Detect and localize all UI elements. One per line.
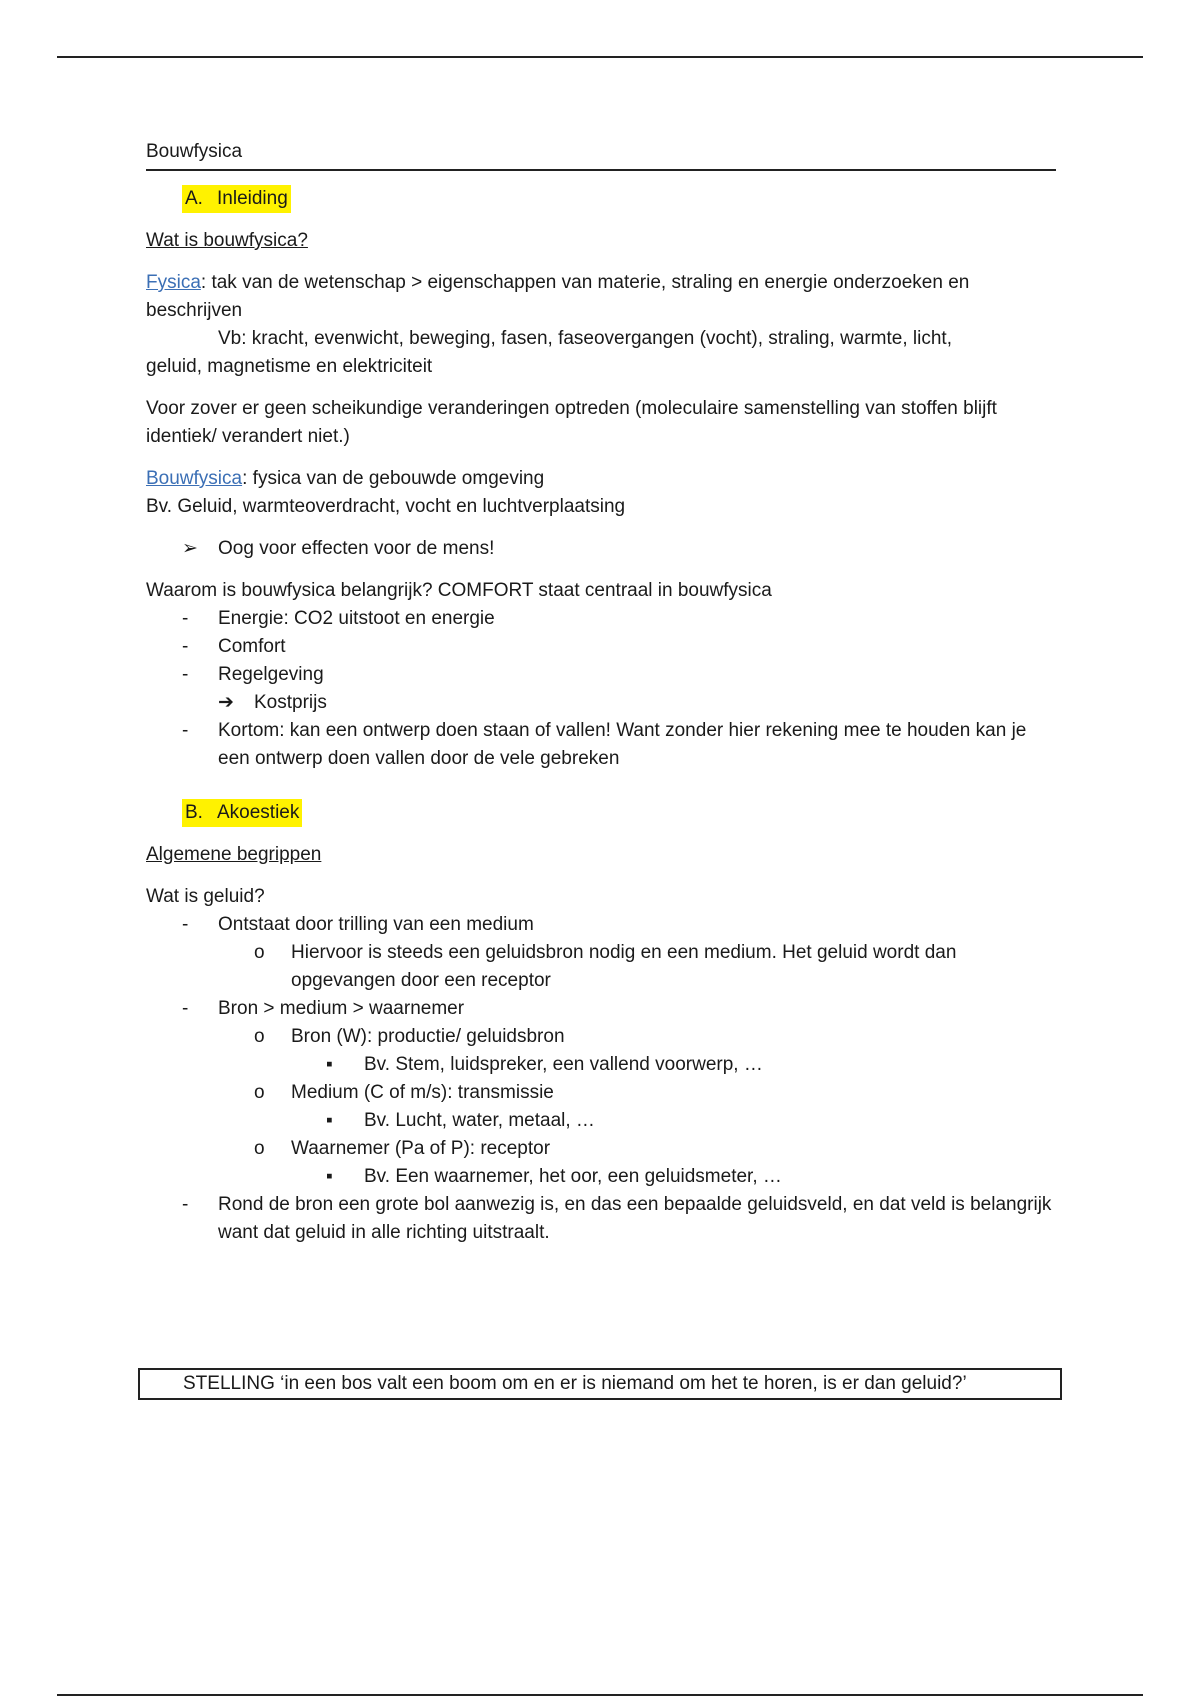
fysica-definition: : tak van de wetenschap > eigenschappen van materie, straling en energie onderzoeken en beschrijven bbox=[146, 272, 970, 321]
dash-bullet-icon: - bbox=[182, 636, 189, 657]
paragraph-waarom: Waarom is bouwfysica belangrijk? COMFORT staat centraal in bouwfysica bbox=[146, 580, 772, 601]
fysica-link[interactable]: Fysica bbox=[146, 272, 201, 293]
list-item: - Regelgeving bbox=[146, 661, 1056, 689]
list-item: - Ontstaat door trilling van een medium bbox=[146, 911, 1056, 939]
section-heading-a bbox=[182, 185, 1056, 213]
square-bullet-icon: ▪ bbox=[326, 1054, 333, 1075]
paragraph-fysica bbox=[146, 269, 1056, 325]
section-letter: A. bbox=[185, 188, 203, 209]
list-item-arrow: ➔ Kostprijs bbox=[146, 689, 1056, 717]
section-letter: B. bbox=[185, 802, 203, 823]
section-heading-b bbox=[182, 799, 1056, 827]
fysica-example: Vb: kracht, evenwicht, beweging, fasen, faseovergangen (vocht), straling, warmte, licht, bbox=[218, 328, 952, 349]
list-item: - Comfort bbox=[146, 633, 1056, 661]
document-body bbox=[146, 138, 1056, 1247]
list-item: - Rond de bron een grote bol aanwezig is, en das een bepaalde geluidsveld, en dat veld is belangrijk want dat geluid in alle richting uitstraalt. bbox=[146, 1191, 1056, 1247]
fysica-example-cont: geluid, magnetisme en elektriciteit bbox=[146, 356, 433, 377]
circle-bullet-icon: o bbox=[254, 1026, 265, 1047]
dash-bullet-icon: - bbox=[182, 608, 189, 629]
dash-bullet-icon: - bbox=[182, 1194, 189, 1215]
subheading-wat-is-bouwfysica: Wat is bouwfysica? bbox=[146, 230, 308, 251]
list-item: ▪ Bv. Stem, luidspreker, een vallend voorwerp, … bbox=[146, 1051, 1056, 1079]
list-item: o Hiervoor is steeds een geluidsbron nodig en een medium. Het geluid wordt dan opgevangen door een receptor bbox=[146, 939, 1056, 995]
paragraph-bouwfysica bbox=[146, 465, 1056, 493]
circle-bullet-icon: o bbox=[254, 942, 265, 963]
dash-bullet-icon: - bbox=[182, 720, 189, 741]
document-title: Bouwfysica bbox=[146, 138, 1056, 171]
dash-bullet-icon: - bbox=[182, 998, 189, 1019]
subheading-wat-is-geluid: Wat is geluid? bbox=[146, 886, 265, 907]
footer-rule bbox=[57, 1694, 1143, 1696]
list-item: - Energie: CO2 uitstoot en energie bbox=[146, 605, 1056, 633]
list-item: o Bron (W): productie/ geluidsbron bbox=[146, 1023, 1056, 1051]
paragraph-voor-zover: Voor zover er geen scheikundige veranderingen optreden (moleculaire samenstelling van stoffen blijft identiek/ verandert niet.) bbox=[146, 398, 997, 447]
circle-bullet-icon: o bbox=[254, 1082, 265, 1103]
dash-bullet-icon: - bbox=[182, 664, 189, 685]
subheading-algemene-begrippen: Algemene begrippen bbox=[146, 844, 322, 865]
bouwfysica-example: Bv. Geluid, warmteoverdracht, vocht en luchtverplaatsing bbox=[146, 496, 626, 517]
waarom-list bbox=[146, 605, 1056, 773]
list-item: - Kortom: kan een ontwerp doen staan of vallen! Want zonder hier rekening mee te houden kan je een ontwerp doen vallen door de vele gebreken bbox=[146, 717, 1056, 773]
triangle-bullet-icon: ➢ bbox=[182, 538, 198, 559]
geluid-list bbox=[146, 911, 1056, 1247]
dash-bullet-icon: - bbox=[182, 914, 189, 935]
square-bullet-icon: ▪ bbox=[326, 1110, 333, 1131]
bouwfysica-link[interactable]: Bouwfysica bbox=[146, 468, 243, 489]
list-item: o Waarnemer (Pa of P): receptor bbox=[146, 1135, 1056, 1163]
list-item: o Medium (C of m/s): transmissie bbox=[146, 1079, 1056, 1107]
bouwfysica-definition: : fysica van de gebouwde omgeving bbox=[242, 468, 545, 489]
arrow-right-icon: ➔ bbox=[218, 692, 234, 713]
section-title: Inleiding bbox=[217, 188, 288, 209]
square-bullet-icon: ▪ bbox=[326, 1166, 333, 1187]
oog-bullet bbox=[146, 535, 1056, 563]
circle-bullet-icon: o bbox=[254, 1138, 265, 1159]
stelling-box: STELLING ‘in een bos valt een boom om en er is niemand om het te horen, is er dan geluid?’ bbox=[138, 1368, 1062, 1400]
oog-text: Oog voor effecten voor de mens! bbox=[218, 538, 495, 559]
header-rule bbox=[57, 56, 1143, 58]
list-item: ▪ Bv. Een waarnemer, het oor, een geluidsmeter, … bbox=[146, 1163, 1056, 1191]
list-item: - Bron > medium > waarnemer bbox=[146, 995, 1056, 1023]
list-item: ▪ Bv. Lucht, water, metaal, … bbox=[146, 1107, 1056, 1135]
section-title: Akoestiek bbox=[217, 802, 300, 823]
